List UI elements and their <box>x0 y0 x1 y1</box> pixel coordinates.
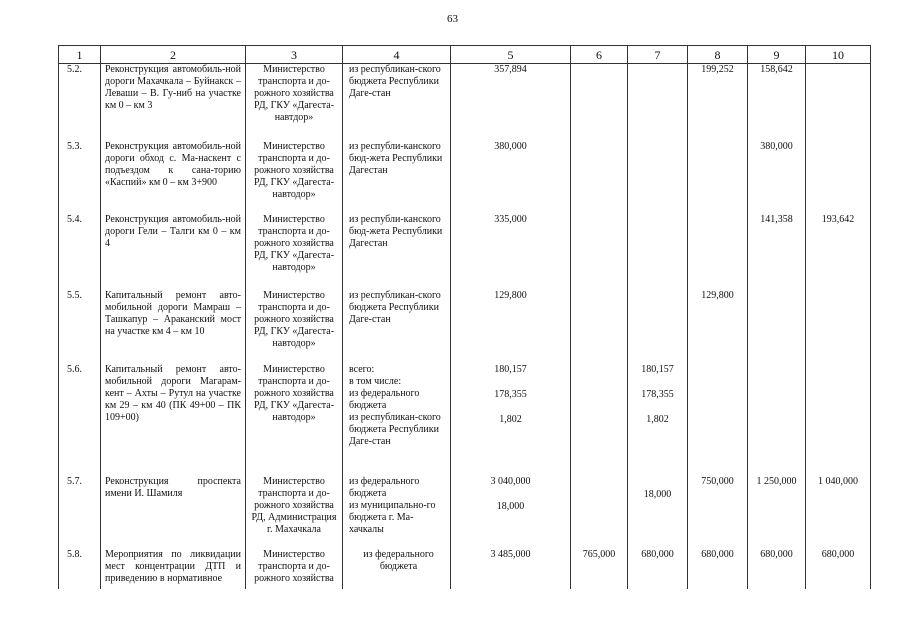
value-total: 335,000 <box>451 214 571 290</box>
value-year <box>688 214 748 290</box>
value-line: 3 040,000 <box>490 476 531 487</box>
table-row <box>59 64 871 142</box>
table-row <box>59 549 871 589</box>
value-year: 199,252 <box>688 64 748 142</box>
row-number: 5.6. <box>59 364 101 476</box>
value-year <box>806 141 871 214</box>
table-row <box>59 290 871 364</box>
column-header: 10 <box>806 46 871 64</box>
value-line: 18,000 <box>643 489 672 500</box>
funding-source: из республи-канского бюд-жета Республики Дагестан <box>343 141 451 214</box>
value-year <box>806 64 871 142</box>
value-year <box>748 364 806 476</box>
value-year: 380,000 <box>748 141 806 214</box>
funding-source <box>343 476 451 549</box>
source-line: в том числе: <box>349 376 402 387</box>
value-line: 1,802 <box>499 414 522 425</box>
measure-name: Реконструкция автомобиль-ной дороги Гели – Талги км 0 – км 4 <box>101 214 246 290</box>
measure-name: Мероприятия по ликвидации мест концентрации ДТП и приведению в нормативное <box>101 549 246 589</box>
value-year <box>628 64 688 142</box>
measure-name: Реконструкция автомобиль-ной дороги обход с. Ма-наскент с подъездом к сана-торию «Каспий» км 0 – км 3+900 <box>101 141 246 214</box>
value-year: 680,000 <box>688 549 748 589</box>
value-line: 180,157 <box>494 364 527 375</box>
value-line: 18,000 <box>496 501 525 512</box>
table-row <box>59 476 871 549</box>
value-year <box>806 290 871 364</box>
executor: Министерство транспорта и до-рожного хозяйства РД, Администрация г. Махачкала <box>246 476 343 549</box>
value-year <box>628 141 688 214</box>
page-number: 63 <box>447 13 458 25</box>
funding-source: из республикан-ского бюджета Республики Даге-стан <box>343 290 451 364</box>
value-total <box>451 476 571 549</box>
value-year <box>571 476 628 549</box>
value-year <box>628 214 688 290</box>
funding-source: из республикан-ского бюджета Республики Даге-стан <box>343 64 451 142</box>
table-row <box>59 141 871 214</box>
executor: Министерство транспорта и до-рожного хозяйства РД, ГКУ «Дагеста-навтодор» <box>246 141 343 214</box>
value-year: 680,000 <box>806 549 871 589</box>
source-line: из федерального бюджета <box>349 388 420 411</box>
column-header: 2 <box>101 46 246 64</box>
column-header: 4 <box>343 46 451 64</box>
value-year: 193,642 <box>806 214 871 290</box>
value-year: 1 040,000 <box>806 476 871 549</box>
executor: Министерство транспорта и до-рожного хозяйства РД, ГКУ «Дагеста-навтдор» <box>246 64 343 142</box>
row-number: 5.4. <box>59 214 101 290</box>
value-year <box>571 141 628 214</box>
value-year: 129,800 <box>688 290 748 364</box>
value-year <box>571 64 628 142</box>
value-year <box>748 290 806 364</box>
source-line: из республикан-ского бюджета Республики Даге-стан <box>349 412 441 447</box>
value-year <box>571 214 628 290</box>
value-year <box>571 290 628 364</box>
executor: Министерство транспорта и до-рожного хозяйства РД, ГКУ «Дагеста-навтодор» <box>246 364 343 476</box>
column-header: 7 <box>628 46 688 64</box>
column-header: 5 <box>451 46 571 64</box>
value-year <box>628 364 688 476</box>
funding-source <box>343 364 451 476</box>
executor: Министерство транспорта и до-рожного хозяйства РД, ГКУ «Дагеста-навтодор» <box>246 290 343 364</box>
table-row <box>59 214 871 290</box>
funding-source: из республи-канского бюд-жета Республики Дагестан <box>343 214 451 290</box>
column-header: 1 <box>59 46 101 64</box>
value-year: 141,358 <box>748 214 806 290</box>
value-total: 3 485,000 <box>451 549 571 589</box>
row-number: 5.5. <box>59 290 101 364</box>
table-row <box>59 364 871 476</box>
measure-name: Капитальный ремонт авто-мобильной дороги Магарам-кент – Ахты – Рутул на участке км 29 – км 40 (ПК 49+00 – ПК 109+00) <box>101 364 246 476</box>
column-header: 8 <box>688 46 748 64</box>
value-line: 1,802 <box>646 414 669 425</box>
value-year <box>628 290 688 364</box>
executor: Министерство транспорта и до-рожного хозяйства РД, ГКУ «Дагеста-навтодор» <box>246 214 343 290</box>
value-total <box>451 364 571 476</box>
executor: Министерство транспорта и до-рожного хозяйства <box>246 549 343 589</box>
value-line: 178,355 <box>494 389 527 400</box>
value-line: 180,157 <box>641 364 674 375</box>
value-year <box>688 141 748 214</box>
measure-name: Реконструкция проспекта имени И. Шамиля <box>101 476 246 549</box>
value-total: 380,000 <box>451 141 571 214</box>
row-number: 5.3. <box>59 141 101 214</box>
column-header: 9 <box>748 46 806 64</box>
funding-source: из федерального бюджета <box>343 549 451 589</box>
value-year: 1 250,000 <box>748 476 806 549</box>
column-header: 6 <box>571 46 628 64</box>
source-line: из муниципально-го бюджета г. Ма-хачкалы <box>349 500 436 535</box>
value-year <box>628 476 688 549</box>
value-year: 158,642 <box>748 64 806 142</box>
value-total: 129,800 <box>451 290 571 364</box>
measure-name: Капитальный ремонт авто-мобильной дороги Мамраш – Ташкапур – Араканский мост на участке км 4 – км 10 <box>101 290 246 364</box>
value-year <box>688 364 748 476</box>
source-line: всего: <box>349 364 375 375</box>
header-row <box>59 46 871 64</box>
value-year: 680,000 <box>748 549 806 589</box>
value-year: 765,000 <box>571 549 628 589</box>
program-table <box>58 45 871 589</box>
value-total: 357,894 <box>451 64 571 142</box>
measure-name: Реконструкция автомобиль-ной дороги Махачкала – Буйнакск – Леваши – В. Гу-ниб на участке км 0 – км 3 <box>101 64 246 142</box>
value-year <box>806 364 871 476</box>
row-number: 5.7. <box>59 476 101 549</box>
value-year <box>571 364 628 476</box>
column-header: 3 <box>246 46 343 64</box>
value-year: 680,000 <box>628 549 688 589</box>
row-number: 5.8. <box>59 549 101 589</box>
value-line: 178,355 <box>641 389 674 400</box>
value-year: 750,000 <box>688 476 748 549</box>
row-number: 5.2. <box>59 64 101 142</box>
source-line: из федерального бюджета <box>349 476 420 499</box>
